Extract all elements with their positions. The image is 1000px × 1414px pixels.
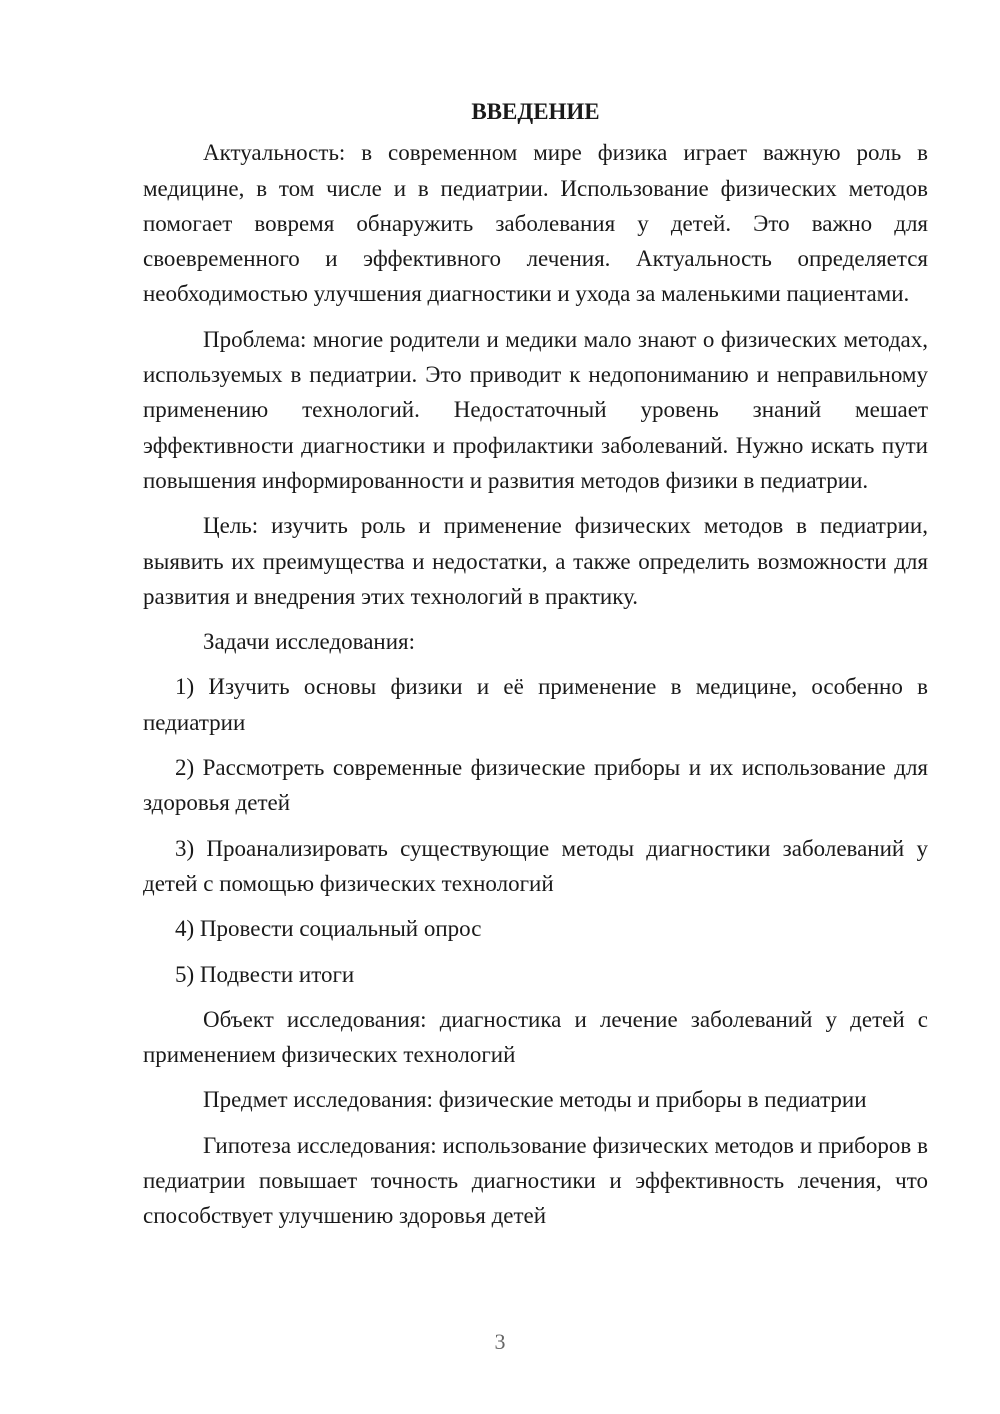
paragraph-object: Объект исследования: диагностика и лечение заболеваний у детей с применением физических технологий [143, 1006, 928, 1068]
paragraph-hypothesis: Гипотеза исследования: использование физических методов и приборов в педиатрии повышает точность диагностики и эффективность лечения, что способствует улучшению здоровья детей [143, 1132, 928, 1229]
page-title: ВВЕДЕНИЕ [471, 99, 600, 124]
paragraph-goal: Цель: изучить роль и применение физических методов в педиатрии, выявить их преимущества и недостатки, а также определить возможности для развития и внедрения этих технологий в практику. [143, 513, 928, 609]
paragraph-subject: Предмет исследования: физические методы и приборы в педиатрии [203, 1087, 867, 1113]
paragraph-problem: Проблема: многие родители и медики мало знают о физических методах, используемых в педиатрии. Это приводит к недопониманию и неправильному применению технологий. Недостаточный уровень знаний мешает эффективности диагностики и профилактики заболеваний. Нужно искать пути повышения информированности и развития методов физики в педиатрии. [143, 326, 928, 493]
document-body [143, 94, 928, 1244]
task-item-2: 2) Рассмотреть современные физические приборы и их использование для здоровья детей [143, 755, 928, 816]
task-item-4: 4) Провести социальный опрос [175, 916, 482, 942]
task-item-3: 3) Проанализировать существующие методы диагностики заболеваний у детей с помощью физических технологий [143, 835, 928, 896]
tasks-title: Задачи исследования: [203, 629, 416, 655]
page-number: 3 [494, 1329, 506, 1354]
paragraph-relevance: Актуальность: в современном мире физика играет важную роль в медицине, в том числе и в педиатрии. Использование физических методов помогает вовремя обнаружить заболевания у детей. Это важно для своевременного и эффективного лечения. Актуальность определяется необходимостью улучшения диагностики и ухода за маленькими пациентами. [143, 140, 928, 307]
task-item-5: 5) Подвести итоги [175, 961, 355, 987]
task-item-1: 1) Изучить основы физики и её применение в медицине, особенно в педиатрии [143, 674, 928, 735]
